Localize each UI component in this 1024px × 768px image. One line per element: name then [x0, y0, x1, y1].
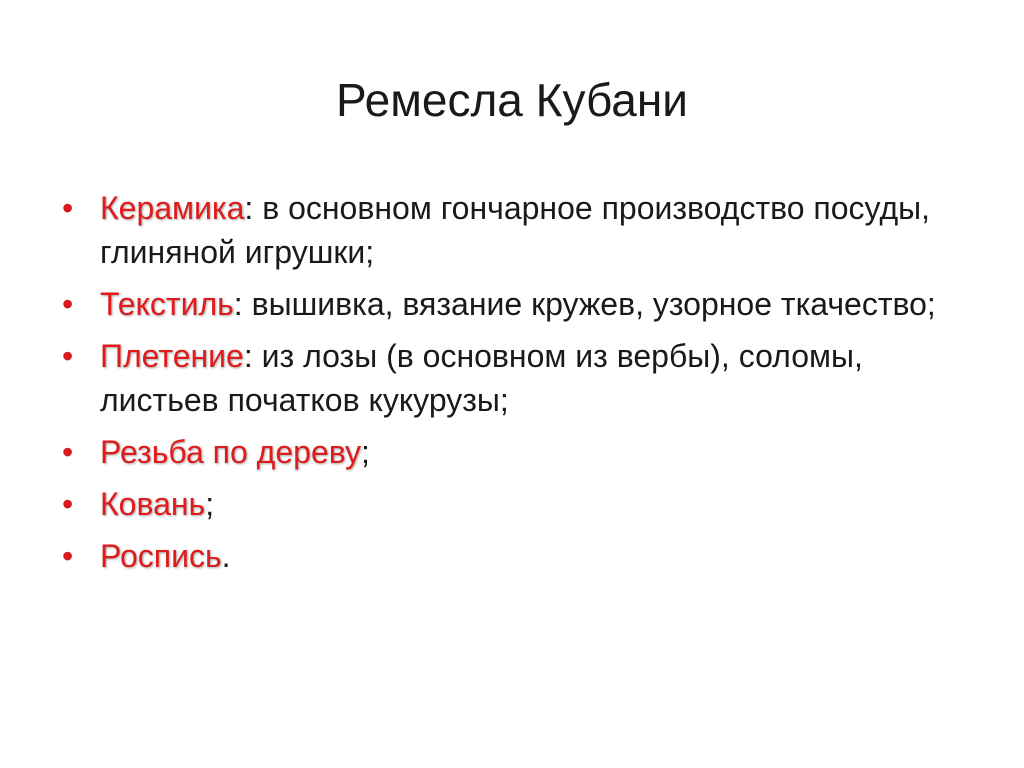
bullet-term: Плетение — [100, 338, 244, 374]
bullet-term: Резьба по дереву — [100, 434, 362, 470]
bullet-item-weaving — [60, 334, 960, 422]
bullet-term: Текстиль — [100, 286, 234, 322]
bullet-icon: • — [62, 486, 74, 522]
bullet-text: ; — [205, 486, 215, 522]
bullet-text: ; — [361, 434, 370, 470]
bullet-icon: • — [62, 338, 74, 374]
bullet-icon: • — [62, 286, 74, 322]
bullet-text: . — [221, 538, 231, 574]
bullet-icon: • — [62, 190, 74, 226]
bullet-item-painting — [60, 534, 960, 578]
bullet-list — [60, 186, 960, 586]
bullet-term: Керамика — [100, 190, 245, 226]
bullet-text: : в основном гончарное производство посуды, глиняной игрушки; — [100, 190, 931, 270]
bullet-term: Роспись — [100, 538, 222, 574]
bullet-item-woodcarving — [60, 430, 960, 474]
bullet-icon: • — [62, 434, 74, 470]
bullet-item-textile — [60, 282, 960, 326]
bullet-term: Ковань — [100, 486, 206, 522]
bullet-text: : вышивка, вязание кружев, узорное ткачество; — [233, 286, 936, 322]
bullet-icon: • — [62, 538, 74, 574]
slide-title: Ремесла Кубани — [336, 74, 688, 126]
bullet-item-ceramics — [60, 186, 960, 274]
bullet-item-forging — [60, 482, 960, 526]
bullet-text: : из лозы (в основном из вербы), соломы, листьев початков кукурузы; — [100, 338, 863, 418]
